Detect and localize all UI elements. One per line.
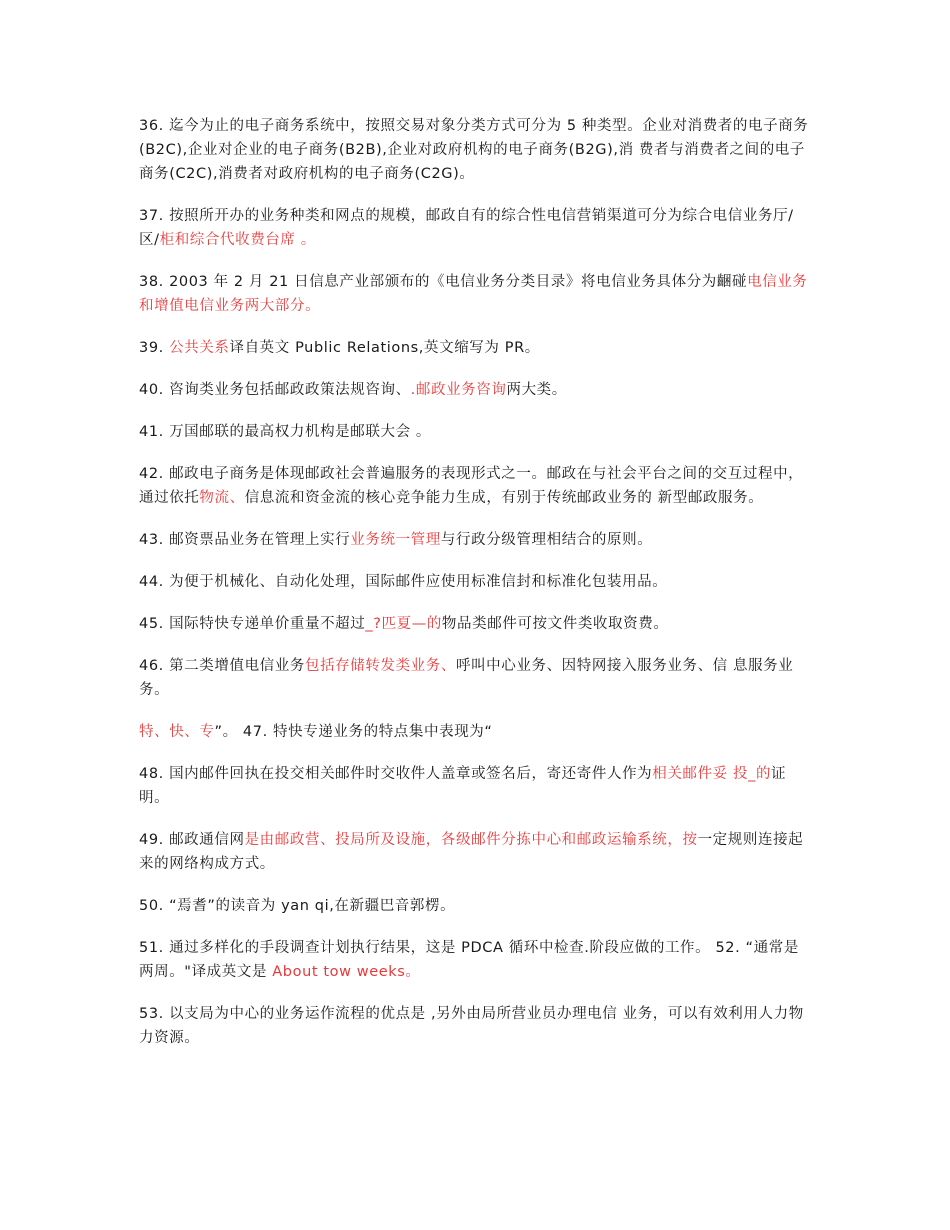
- answer-highlight: About tow weeks。: [272, 964, 421, 980]
- text-segment: 物品类邮件可按文件类收取资费。: [441, 616, 669, 632]
- question-38: [139, 270, 814, 318]
- text-segment: 证明。: [139, 766, 787, 806]
- text-segment: 48. 国内邮件回执在投交相关邮件时交收件人盖章或签名后，寄还寄件人作为: [139, 766, 653, 782]
- text-segment: 46. 第二类增值电信业务: [139, 658, 305, 674]
- text-segment: 45. 国际特快专递单价重量不超过: [139, 616, 366, 632]
- text-segment: 37. 按照所开办的业务种类和网点的规模，邮政自有的综合性电信营销渠道可分为综合电信业务厅/区/: [139, 208, 794, 248]
- answer-highlight: 业务统一管理: [350, 532, 441, 548]
- answer-highlight: 特、快、专: [139, 724, 215, 740]
- answer-highlight: 包括存储转发类业务、: [304, 658, 456, 674]
- answer-highlight: 电信业务和增值电信业务两大部分。: [139, 274, 808, 314]
- text-segment: 与行政分级管理相结合的原则。: [440, 532, 653, 548]
- text-segment: 两大类。: [506, 382, 567, 398]
- answer-highlight: .邮政业务咨询: [410, 382, 507, 398]
- question-44: [139, 570, 814, 594]
- text-segment: 一定规则连接起来的网络构成方式。: [139, 832, 804, 872]
- question-40: [139, 378, 814, 402]
- answer-highlight: 公共关系: [169, 340, 230, 356]
- question-48: [139, 762, 814, 810]
- question-46: [139, 654, 814, 702]
- answer-highlight: 相关邮件妥 投_的: [652, 766, 772, 782]
- question-45: [139, 612, 814, 636]
- question-49: [139, 828, 814, 876]
- text-segment: ”。 47. 特快专递业务的特点集中表现为“: [214, 724, 493, 740]
- question-36: [139, 114, 814, 186]
- question-41: [139, 420, 814, 444]
- document-body: [139, 114, 814, 1068]
- text-segment: 41. 万国邮联的最高权力机构是邮联大会 。: [139, 424, 431, 440]
- question-43: [139, 528, 814, 552]
- question-39: [139, 336, 814, 360]
- text-segment: 43. 邮资票品业务在管理上实行: [139, 532, 351, 548]
- text-segment: 呼叫中心业务、因特网接入服务业务、信 息服务业务。: [139, 658, 794, 698]
- answer-highlight: _?匹夏—的: [365, 616, 442, 632]
- text-segment: 49. 邮政通信网: [139, 832, 245, 848]
- text-segment: 42. 邮政电子商务是体现邮政社会普遍服务的表现形式之一。邮政在与社会平台之间的交互过程中，通过依托: [139, 466, 804, 506]
- question-47: [139, 720, 814, 744]
- question-53: [139, 1002, 814, 1050]
- question-37: [139, 204, 814, 252]
- text-segment: 译自英文 Public Relations,英文缩写为 PR。: [229, 340, 540, 356]
- answer-highlight: 柜和综合代收费台席 。: [159, 232, 316, 248]
- text-segment: 53. 以支局为中心的业务运作流程的优点是 ,另外由局所营业员办理电信 业务，可以有效利用人力物力资源。: [139, 1006, 804, 1046]
- text-segment: 50. “焉耆”的读音为 yan qi,在新疆巴音郭楞。: [139, 898, 456, 914]
- text-segment: 51. 通过多样化的手段调查计划执行结果，这是 PDCA 循环中检查.阶段应做的工作。 52. “通常是两周。"译成英文是: [139, 940, 799, 980]
- question-51-52: [139, 936, 814, 984]
- text-segment: 39.: [139, 340, 170, 356]
- text-segment: 36. 迄今为止的电子商务系统中，按照交易对象分类方式可分为 5 种类型。企业对消费者的电子商务(B2C),企业对企业的电子商务(B2B),企业对政府机构的电子商务(B2G),消 费者与消费者之间的电子商务(C2C),消费者对政府机构的电子商务(C2G)。: [139, 118, 809, 182]
- text-segment: 44. 为便于机械化、自动化处理，国际邮件应使用标准信封和标准化包装用品。: [139, 574, 668, 590]
- text-segment: 40. 咨询类业务包括邮政政策法规咨询、: [139, 382, 411, 398]
- text-segment: 信息流和资金流的核心竞争能力生成，有别于传统邮政业务的 新型邮政服务。: [244, 490, 764, 506]
- question-42: [139, 462, 814, 510]
- text-segment: 38. 2003 年 2 月 21 日信息产业部颁布的《电信业务分类目录》将电信业务具体分为齫碰: [139, 274, 748, 290]
- question-50: [139, 894, 814, 918]
- answer-highlight: 物流、: [199, 490, 245, 506]
- answer-highlight: 是由邮政营、投局所及设施，各级邮件分拣中心和邮政运输系统，按: [244, 832, 698, 848]
